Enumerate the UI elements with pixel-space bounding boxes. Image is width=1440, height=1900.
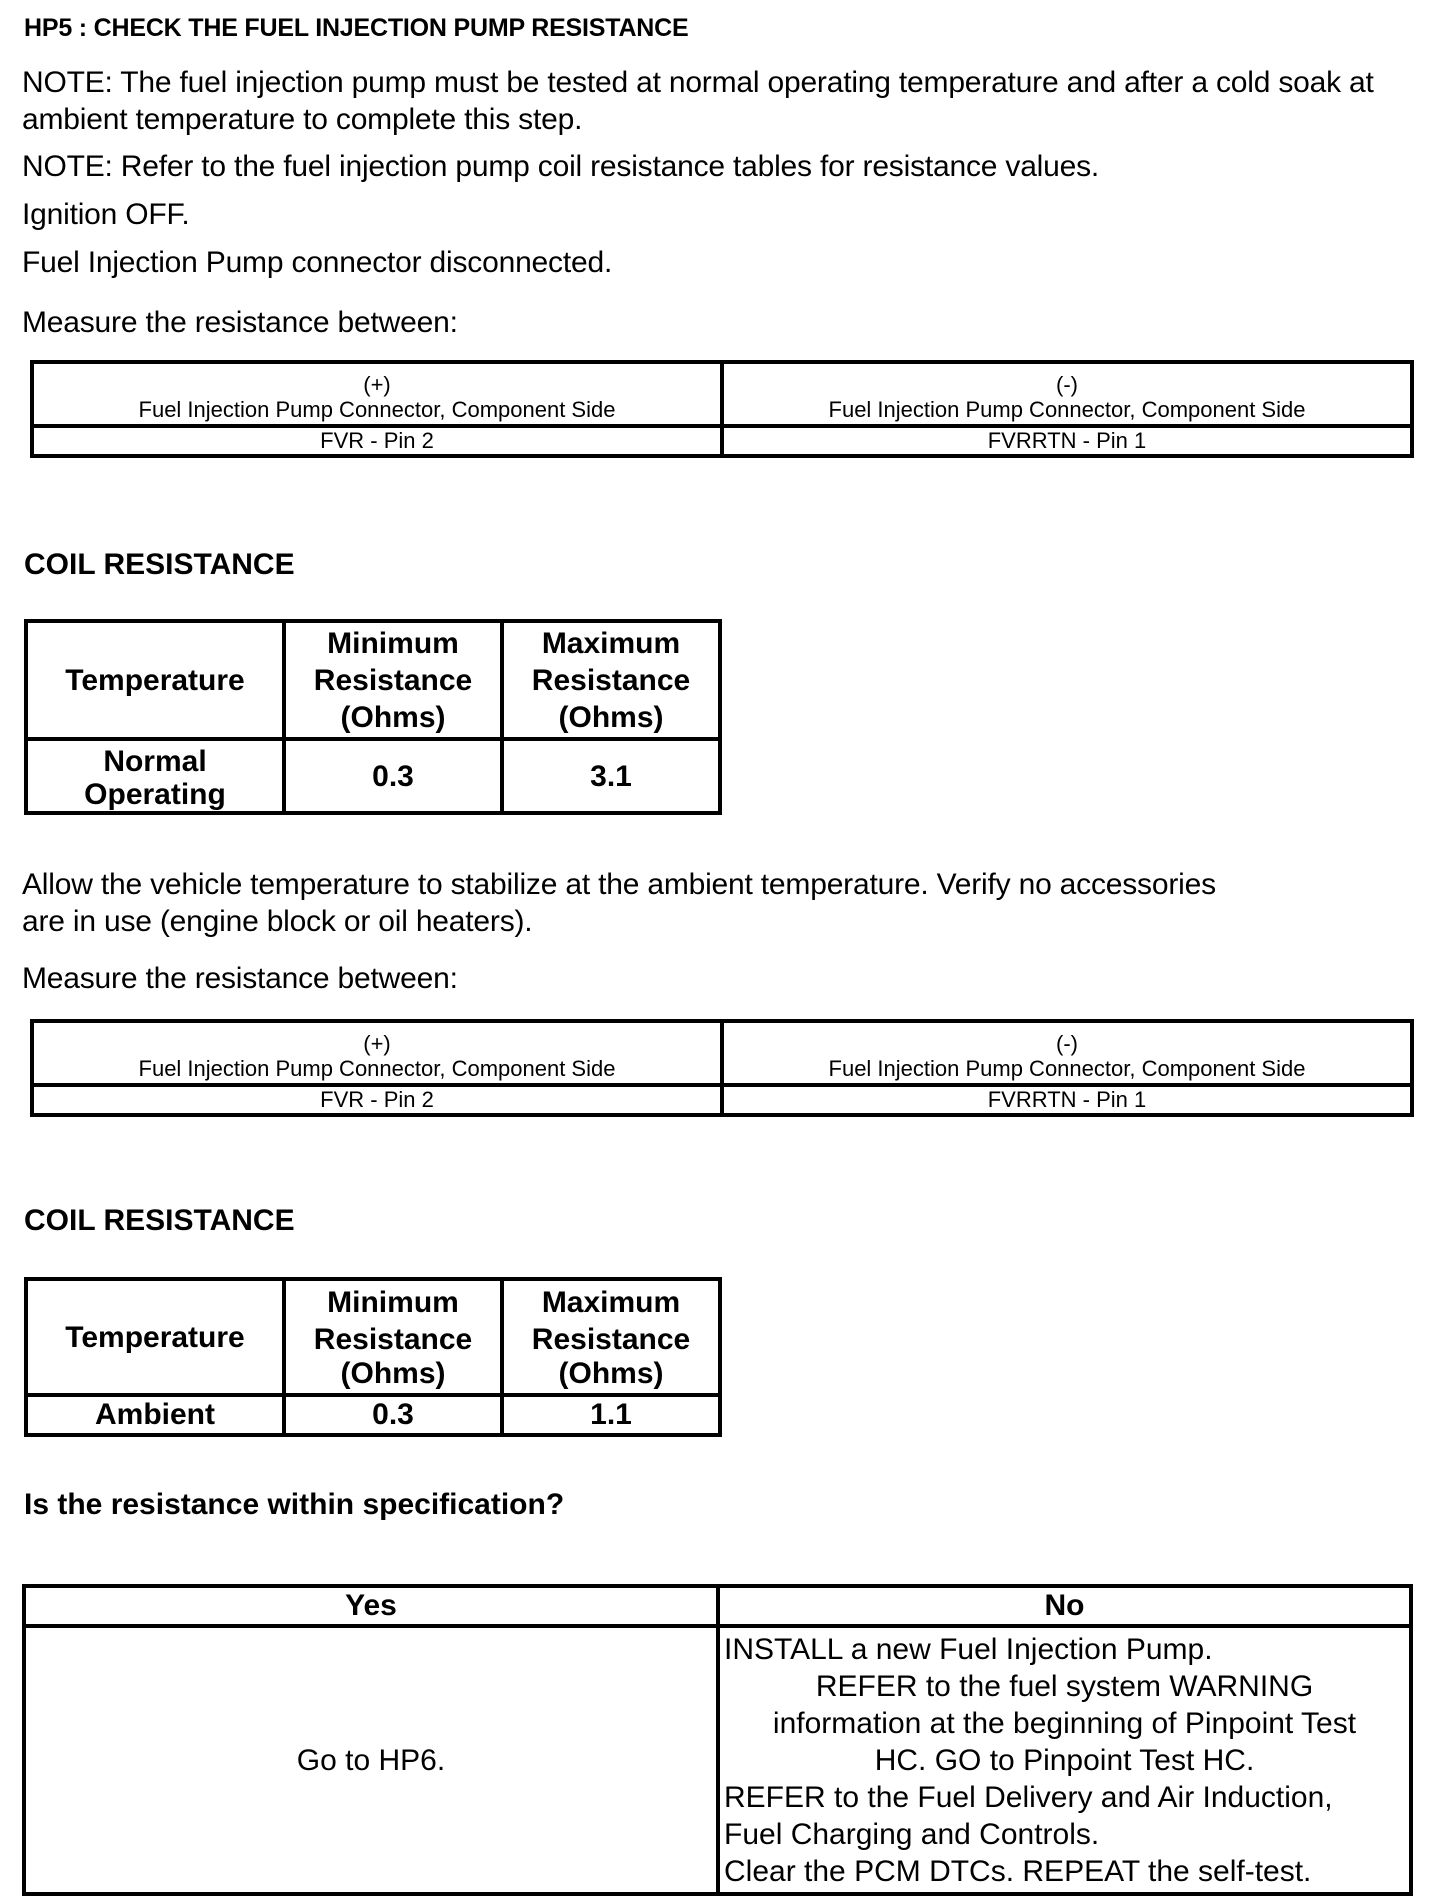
max-header-line: Maximum [541,1286,681,1319]
max-resistance-value: 3.1 [502,739,720,813]
decision-table [22,1584,1413,1896]
positive-sign: (+) [363,372,391,397]
min-resistance-value: 0.3 [284,1395,502,1435]
min-header-line: (Ohms) [340,1357,446,1390]
ambient-instruction-line-1: Allow the vehicle temperature to stabilize at the ambient temperature. Verify no accessories [22,868,1216,901]
no-action-line: HC. GO to Pinpoint Test HC. [874,1743,1255,1777]
yes-header: Yes [24,1586,718,1626]
temperature-cell: Ambient [26,1395,284,1435]
specification-question: Is the resistance within specification? [24,1488,565,1521]
max-header-line: (Ohms) [558,1357,664,1390]
max-resistance-header [502,621,720,739]
max-header-line: Maximum [541,626,681,660]
negative-header [722,1021,1412,1085]
positive-label: Fuel Injection Pump Connector, Component Side [138,1056,616,1081]
no-action-line: REFER to the fuel system WARNING [815,1669,1314,1703]
positive-pin: FVR - Pin 2 [32,426,722,456]
min-header-line: (Ohms) [340,700,446,734]
temp-line: Normal [103,744,207,778]
min-resistance-header [284,1279,502,1395]
no-action [718,1626,1411,1894]
temperature-header: Temperature [26,1279,284,1395]
positive-header [32,1021,722,1085]
no-action-line: INSTALL a new Fuel Injection Pump. [724,1632,1213,1666]
temperature-cell [26,739,284,813]
connector-table-1 [30,360,1414,458]
max-header-line: Resistance [531,1323,691,1356]
no-action-line: Fuel Charging and Controls. [724,1817,1100,1851]
min-header-line: Minimum [327,1286,459,1319]
max-resistance-header [502,1279,720,1395]
min-header-line: Resistance [313,663,473,697]
positive-pin: FVR - Pin 2 [32,1085,722,1115]
coil-resistance-heading-2: COIL RESISTANCE [24,1204,295,1237]
ambient-instruction-line-2: are in use (engine block or oil heaters). [22,905,533,938]
temp-line: Operating [84,777,226,811]
no-action-line: Clear the PCM DTCs. REPEAT the self-test. [724,1854,1312,1888]
negative-pin: FVRRTN - Pin 1 [722,1085,1412,1115]
page-title: HP5 : CHECK THE FUEL INJECTION PUMP RESISTANCE [24,14,689,42]
positive-sign: (+) [363,1031,391,1056]
positive-header [32,362,722,426]
connector-table-2 [30,1019,1414,1117]
min-resistance-value: 0.3 [284,739,502,813]
negative-sign: (-) [1056,1031,1078,1056]
condition-connector: Fuel Injection Pump connector disconnected. [22,246,613,279]
measure-label: Measure the resistance between: [22,306,458,339]
measure-label-2: Measure the resistance between: [22,962,458,995]
min-header-line: Minimum [327,626,459,660]
negative-label: Fuel Injection Pump Connector, Component Side [828,1056,1306,1081]
negative-header [722,362,1412,426]
min-header-line: Resistance [313,1323,473,1356]
temperature-header: Temperature [26,621,284,739]
min-resistance-header [284,621,502,739]
coil-table-ambient [24,1277,722,1437]
negative-label: Fuel Injection Pump Connector, Component Side [828,397,1306,422]
no-action-line: information at the beginning of Pinpoint Test [772,1706,1357,1740]
no-action-line: REFER to the Fuel Delivery and Air Induction, [724,1780,1333,1814]
yes-action[interactable]: Go to HP6. [24,1626,718,1894]
max-resistance-value: 1.1 [502,1395,720,1435]
coil-resistance-heading-1: COIL RESISTANCE [24,548,295,581]
positive-label: Fuel Injection Pump Connector, Component Side [138,397,616,422]
note-refer-tables: NOTE: Refer to the fuel injection pump coil resistance tables for resistance values. [22,150,1100,183]
max-header-line: Resistance [531,663,691,697]
negative-sign: (-) [1056,372,1078,397]
coil-table-normal [24,619,722,815]
negative-pin: FVRRTN - Pin 1 [722,426,1412,456]
max-header-line: (Ohms) [558,700,664,734]
note-test-conditions: NOTE: The fuel injection pump must be tested at normal operating temperature and after a cold soak at ambient temperature to complete this step. [22,66,1374,136]
no-header: No [718,1586,1411,1626]
condition-ignition: Ignition OFF. [22,198,190,231]
